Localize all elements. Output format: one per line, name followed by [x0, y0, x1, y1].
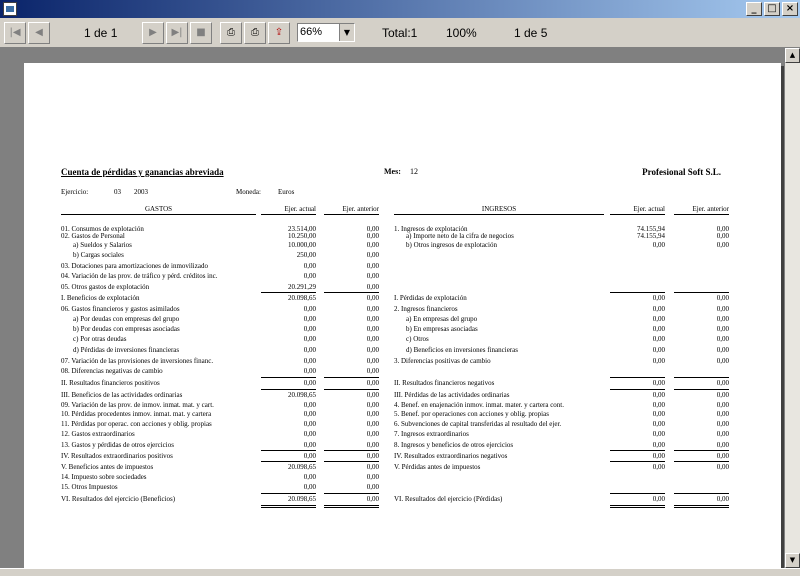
total-rule — [610, 450, 665, 451]
row-value-anterior: 0,00 — [366, 262, 379, 270]
row-value-anterior: 0,00 — [716, 357, 729, 365]
row-value-actual: 74.155,94 — [637, 232, 665, 240]
row-label: 11. Pérdidas por operac. con acciones y oblig. propias — [61, 420, 212, 428]
row-value-actual: 0,00 — [652, 325, 665, 333]
row-label: a) Por deudas con empresas del grupo — [73, 315, 180, 323]
row-label: V. Pérdidas antes de impuestos — [394, 463, 481, 471]
row-value-actual: 0,00 — [303, 401, 316, 409]
minimize-button[interactable]: _ — [746, 2, 762, 16]
row-value-anterior: 0,00 — [366, 305, 379, 313]
total-rule — [324, 461, 379, 462]
row-value-actual: 0,00 — [303, 305, 316, 313]
row-value-actual: 0,00 — [652, 391, 665, 399]
row-label: IV. Resultados extraordinarios positivos — [61, 452, 173, 460]
report-page — [24, 63, 781, 568]
row-label: 04. Variación de las prov. de tráfico y pérd. créditos inc. — [61, 272, 218, 280]
print-icon[interactable]: ⎙ — [220, 22, 242, 44]
zoom-select[interactable] — [297, 23, 355, 42]
row-value-actual: 0,00 — [652, 379, 665, 387]
row-value-anterior: 0,00 — [366, 241, 379, 249]
row-value-anterior: 0,00 — [366, 391, 379, 399]
row-label: 12. Gastos extraordinarios — [61, 430, 135, 438]
row-value-anterior: 0,00 — [366, 401, 379, 409]
page-count-label: 1 de 5 — [514, 26, 548, 40]
row-value-actual: 0,00 — [303, 483, 316, 491]
row-value-anterior: 0,00 — [366, 325, 379, 333]
row-value-anterior: 0,00 — [366, 379, 379, 387]
total-rule — [324, 389, 379, 390]
row-label: 07. Variación de las provisiones de inversiones financ. — [61, 357, 214, 365]
grand-total-rule — [261, 505, 316, 508]
row-value-anterior: 0,00 — [716, 315, 729, 323]
maximize-button[interactable]: □ — [764, 2, 780, 16]
row-value-anterior: 0,00 — [366, 315, 379, 323]
horizontal-scrollbar[interactable] — [0, 568, 800, 576]
row-label: 01. Consumos de explotación — [61, 225, 144, 233]
report-title: Cuenta de pérdidas y ganancias abreviada — [61, 167, 224, 177]
row-value-actual: 74.155,94 — [637, 225, 665, 233]
row-value-anterior: 0,00 — [366, 232, 379, 240]
row-label: III. Pérdidas de las actividades ordinarias — [394, 391, 510, 399]
row-label: 2. Ingresos financieros — [394, 305, 458, 313]
row-value-actual: 0,00 — [303, 379, 316, 387]
row-value-actual: 0,00 — [652, 420, 665, 428]
row-label: 7. Ingresos extraordinarios — [394, 430, 469, 438]
row-value-anterior: 0,00 — [716, 305, 729, 313]
row-value-actual: 0,00 — [303, 410, 316, 418]
row-value-anterior: 0,00 — [366, 463, 379, 471]
row-value-anterior: 0,00 — [366, 473, 379, 481]
row-label: 15. Otros Impuestos — [61, 483, 118, 491]
row-value-actual: 0,00 — [303, 346, 316, 354]
row-label: I. Pérdidas de explotación — [394, 294, 467, 302]
row-label: b) En empresas asociadas — [406, 325, 478, 333]
row-value-actual: 0,00 — [652, 346, 665, 354]
row-value-actual: 0,00 — [303, 335, 316, 343]
row-value-actual: 0,00 — [303, 430, 316, 438]
row-value-actual: 0,00 — [303, 420, 316, 428]
row-value-actual: 0,00 — [303, 473, 316, 481]
row-value-actual: 0,00 — [303, 325, 316, 333]
row-label: 09. Variación de las prov. de inmov. inmat. mat. y cart. — [61, 401, 214, 409]
row-label: b) Por deudas con empresas asociadas — [73, 325, 180, 333]
row-value-anterior: 0,00 — [716, 294, 729, 302]
row-label: b) Cargas sociales — [73, 251, 124, 259]
total-rule — [324, 377, 379, 378]
row-label: III. Beneficios de las actividades ordinarias — [61, 391, 183, 399]
row-value-actual: 0,00 — [652, 452, 665, 460]
total-rule — [610, 389, 665, 390]
row-value-anterior: 0,00 — [366, 357, 379, 365]
total-rule — [674, 493, 729, 494]
row-value-anterior: 0,00 — [366, 251, 379, 259]
prev-page-icon[interactable]: ◀ — [28, 22, 50, 44]
row-label: 03. Dotaciones para amortizaciones de inmovilizado — [61, 262, 208, 270]
page-indicator: 1 de 1 — [84, 26, 118, 40]
row-value-anterior: 0,00 — [716, 391, 729, 399]
total-rule — [674, 450, 729, 451]
row-value-anterior: 0,00 — [716, 346, 729, 354]
row-label: c) Por otras deudas — [73, 335, 127, 343]
row-value-actual: 0,00 — [652, 441, 665, 449]
row-label: a) Sueldos y Salarios — [73, 241, 132, 249]
row-label: 5. Benef. por operaciones con acciones y oblig. propias — [394, 410, 549, 418]
row-value-anterior: 0,00 — [716, 325, 729, 333]
row-value-anterior: 0,00 — [716, 232, 729, 240]
row-value-anterior: 0,00 — [716, 225, 729, 233]
row-label: 6. Subvenciones de capital transferidas al resultado del ejer. — [394, 420, 562, 428]
grand-total-rule — [674, 505, 729, 508]
row-value-anterior: 0,00 — [716, 335, 729, 343]
window-controls — [746, 2, 798, 16]
gastos-header: GASTOS — [144, 205, 173, 213]
next-page-icon[interactable]: ▶ — [142, 22, 164, 44]
row-label: V. Beneficios antes de impuestos — [61, 463, 154, 471]
row-value-anterior: 0,00 — [366, 430, 379, 438]
row-label: 1. Ingresos de explotación — [394, 225, 468, 233]
row-value-actual: 23.514,00 — [288, 225, 316, 233]
row-value-anterior: 0,00 — [716, 441, 729, 449]
row-value-anterior: 0,00 — [716, 401, 729, 409]
ingresos-header-rule — [394, 214, 604, 215]
row-label: 13. Gastos y pérdidas de otros ejercicios — [61, 441, 174, 449]
row-value-actual: 0,00 — [652, 430, 665, 438]
total-rule — [674, 389, 729, 390]
scroll-up-icon[interactable]: ▲ — [785, 48, 800, 63]
first-page-icon[interactable]: |◀ — [4, 22, 26, 44]
row-value-anterior: 0,00 — [366, 483, 379, 491]
company-name: Profesional Soft S.L. — [642, 167, 721, 177]
row-value-anterior: 0,00 — [366, 283, 379, 291]
mes-label: Mes: — [384, 167, 401, 176]
total-rule — [674, 377, 729, 378]
title-bar — [0, 0, 800, 18]
row-value-anterior: 0,00 — [366, 367, 379, 375]
stop-icon[interactable]: ■ — [190, 22, 212, 44]
row-value-actual: 0,00 — [303, 452, 316, 460]
row-value-actual: 0,00 — [303, 315, 316, 323]
row-value-anterior: 0,00 — [366, 225, 379, 233]
row-value-anterior: 0,00 — [366, 420, 379, 428]
row-value-anterior: 0,00 — [366, 410, 379, 418]
row-value-actual: 20.291,29 — [288, 283, 316, 291]
gastos-header-rule — [61, 214, 256, 215]
total-rule — [610, 292, 665, 293]
gastos-actual-rule — [261, 214, 316, 215]
moneda-value: Euros — [278, 188, 295, 196]
row-label: a) Importe neto de la cifra de negocios — [406, 232, 514, 240]
ejercicio-number: 03 — [114, 188, 121, 196]
row-label: 8. Ingresos y beneficios de otros ejercicios — [394, 441, 514, 449]
row-value-anterior: 0,00 — [366, 294, 379, 302]
row-value-actual: 20.098,65 — [288, 463, 316, 471]
row-label: VI. Resultados del ejercicio (Pérdidas) — [394, 495, 503, 503]
moneda-label: Moneda: — [236, 188, 261, 196]
row-value-anterior: 0,00 — [716, 241, 729, 249]
ejercicio-year: 2003 — [134, 188, 148, 196]
row-value-actual: 0,00 — [652, 305, 665, 313]
row-value-anterior: 0,00 — [366, 335, 379, 343]
total-rule — [674, 461, 729, 462]
row-label: II. Resultados financieros negativos — [394, 379, 495, 387]
row-label: 10. Pérdidas procedentes inmov. inmat. mat. y cartera — [61, 410, 212, 418]
row-value-anterior: 0,00 — [716, 430, 729, 438]
chevron-down-icon[interactable]: ▼ — [339, 24, 354, 41]
mes-value: 12 — [410, 167, 418, 176]
total-rule — [324, 292, 379, 293]
percent-label: 100% — [446, 26, 477, 40]
row-label: 05. Otros gastos de explotación — [61, 283, 150, 291]
close-button[interactable]: × — [782, 2, 798, 16]
row-value-actual: 20.098,65 — [288, 294, 316, 302]
total-rule — [610, 493, 665, 494]
export-icon[interactable]: ⇪ — [268, 22, 290, 44]
row-value-actual: 10.000,00 — [288, 241, 316, 249]
last-page-icon[interactable]: ▶| — [166, 22, 188, 44]
app-icon — [3, 2, 17, 16]
ingresos-col-anterior: Ejer. anterior — [692, 205, 729, 213]
row-value-actual: 20.098,65 — [288, 495, 316, 503]
gastos-col-actual: Ejer. actual — [284, 205, 316, 213]
grand-total-rule — [324, 505, 379, 508]
row-value-anterior: 0,00 — [366, 441, 379, 449]
row-value-actual: 0,00 — [652, 315, 665, 323]
ingresos-col-actual: Ejer. actual — [633, 205, 665, 213]
row-value-actual: 0,00 — [652, 410, 665, 418]
report-viewer — [0, 48, 800, 576]
row-value-actual: 0,00 — [303, 272, 316, 280]
ingresos-actual-rule — [610, 214, 665, 215]
zoom-value: 66% — [300, 26, 323, 38]
total-label: Total:1 — [382, 26, 418, 40]
vertical-scrollbar[interactable] — [785, 48, 800, 568]
row-value-anterior: 0,00 — [366, 346, 379, 354]
row-value-actual: 0,00 — [652, 495, 665, 503]
total-rule — [261, 389, 316, 390]
row-value-anterior: 0,00 — [366, 495, 379, 503]
row-label: 06. Gastos financieros y gastos asimilados — [61, 305, 180, 313]
total-rule — [261, 377, 316, 378]
row-value-actual: 0,00 — [652, 357, 665, 365]
row-label: 08. Diferencias negativas de cambio — [61, 367, 163, 375]
total-rule — [610, 377, 665, 378]
row-value-actual: 20.098,65 — [288, 391, 316, 399]
row-label: IV. Resultados extraordinarios negativos — [394, 452, 508, 460]
total-rule — [261, 450, 316, 451]
row-label: 14. Impuesto sobre sociedades — [61, 473, 147, 481]
gastos-col-anterior: Ejer. anterior — [342, 205, 379, 213]
row-value-actual: 250,00 — [296, 251, 316, 259]
row-value-anterior: 0,00 — [716, 420, 729, 428]
row-value-actual: 0,00 — [652, 335, 665, 343]
row-value-anterior: 0,00 — [716, 495, 729, 503]
report-toolbar — [0, 18, 800, 48]
row-label: 02. Gastos de Personal — [61, 232, 125, 240]
row-label: VI. Resultados del ejercicio (Beneficios) — [61, 495, 176, 503]
ingresos-header: INGRESOS — [481, 205, 517, 213]
row-value-actual: 0,00 — [303, 262, 316, 270]
scroll-down-icon[interactable]: ▼ — [785, 553, 800, 568]
row-label: d) Beneficios en inversiones financieras — [406, 346, 518, 354]
row-label: c) Otros — [406, 335, 429, 343]
row-value-actual: 0,00 — [652, 463, 665, 471]
total-rule — [261, 292, 316, 293]
row-value-anterior: 0,00 — [716, 379, 729, 387]
total-rule — [610, 461, 665, 462]
row-value-anterior: 0,00 — [716, 410, 729, 418]
row-label: d) Pérdidas de inversiones financieras — [73, 346, 180, 354]
row-value-actual: 0,00 — [303, 441, 316, 449]
row-value-anterior: 0,00 — [366, 452, 379, 460]
grand-total-rule — [610, 505, 665, 508]
row-value-actual: 0,00 — [303, 367, 316, 375]
total-rule — [261, 493, 316, 494]
gastos-anterior-rule — [324, 214, 379, 215]
row-label: b) Otros ingresos de explotación — [406, 241, 497, 249]
row-value-actual: 0,00 — [303, 357, 316, 365]
row-value-anterior: 0,00 — [716, 463, 729, 471]
row-value-actual: 0,00 — [652, 241, 665, 249]
row-label: II. Resultados financieros positivos — [61, 379, 160, 387]
total-rule — [324, 450, 379, 451]
row-value-actual: 10.250,00 — [288, 232, 316, 240]
row-value-anterior: 0,00 — [366, 272, 379, 280]
total-rule — [674, 292, 729, 293]
print-setup-icon[interactable]: ⎙ — [244, 22, 266, 44]
row-value-actual: 0,00 — [652, 401, 665, 409]
row-label: 4. Benef. en enajenación inmov. inmat. mater. y cartera cont. — [394, 401, 565, 409]
ejercicio-label: Ejercicio: — [61, 188, 89, 196]
row-label: a) En empresas del grupo — [406, 315, 478, 323]
total-rule — [261, 461, 316, 462]
row-value-anterior: 0,00 — [716, 452, 729, 460]
ingresos-anterior-rule — [674, 214, 729, 215]
total-rule — [324, 493, 379, 494]
row-label: I. Beneficios de explotación — [61, 294, 140, 302]
row-value-actual: 0,00 — [652, 294, 665, 302]
row-label: 3. Diferencias positivas de cambio — [394, 357, 491, 365]
